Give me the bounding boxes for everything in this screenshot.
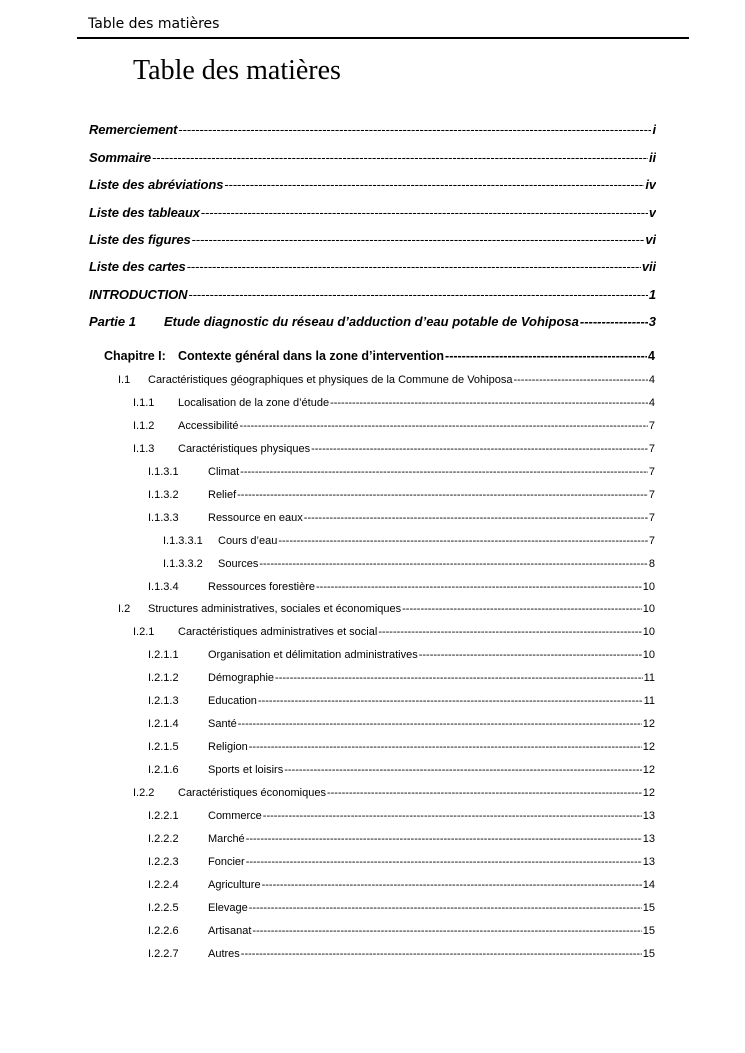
toc-dot-leader (249, 741, 642, 753)
toc-entry[interactable] (89, 177, 656, 192)
toc-entry[interactable] (89, 232, 656, 247)
toc-entry-number: I.2.1.6 (148, 764, 179, 776)
toc-entry-page-number: 10 (642, 649, 655, 661)
toc-entry-title: Relief (208, 489, 237, 501)
toc-dot-leader (249, 902, 642, 914)
toc-entry[interactable] (148, 672, 655, 684)
toc-dot-leader (187, 259, 641, 274)
toc-entry[interactable] (133, 787, 655, 799)
toc-dot-leader (378, 626, 641, 638)
toc-entry-number: I.2.2.3 (148, 856, 179, 868)
toc-entry[interactable] (133, 420, 655, 432)
toc-entry-number: Chapitre I: (104, 349, 166, 363)
toc-dot-leader (192, 232, 645, 247)
toc-entry-page-number: iv (645, 177, 656, 192)
toc-entry-title: Structures administratives, sociales et économiques (148, 603, 402, 615)
toc-dot-leader (240, 420, 648, 432)
toc-entry-page-number: 7 (648, 535, 655, 547)
toc-entry[interactable] (163, 558, 655, 570)
toc-entry-number: I.2.1.3 (148, 695, 179, 707)
toc-entry-page-number: 4 (648, 374, 655, 386)
toc-entry-page-number: 12 (642, 764, 655, 776)
toc-entry-title: Localisation de la zone d’étude (178, 397, 330, 409)
toc-entry-page-number: i (652, 122, 656, 137)
toc-entry-page-number: 8 (648, 558, 655, 570)
toc-entry-number: I.2.1.5 (148, 741, 179, 753)
toc-entry-page-number: 14 (642, 879, 655, 891)
toc-entry-number: I.1.3 (133, 443, 155, 455)
toc-dot-leader (246, 833, 642, 845)
toc-entry-title: Sports et loisirs (208, 764, 284, 776)
toc-dot-leader (241, 948, 642, 960)
toc-entry-page-number: 7 (648, 420, 655, 432)
toc-entry[interactable] (148, 764, 655, 776)
page-title: Table des matières (133, 55, 341, 86)
toc-entry-page-number: 13 (642, 810, 655, 822)
toc-entry[interactable] (148, 581, 655, 593)
toc-entry-page-number: 11 (643, 672, 655, 684)
toc-entry[interactable] (133, 397, 655, 409)
toc-entry-number: I.2.2.1 (148, 810, 179, 822)
toc-entry-page-number: 7 (648, 489, 655, 501)
toc-entry-title: Liste des figures (89, 232, 191, 247)
toc-entry-page-number: vii (641, 259, 656, 274)
toc-entry[interactable] (148, 695, 655, 707)
toc-entry-page-number: ii (648, 150, 656, 165)
toc-entry[interactable] (118, 374, 655, 386)
toc-entry-title: Education (208, 695, 257, 707)
toc-dot-leader (330, 397, 648, 409)
toc-entry[interactable] (148, 718, 655, 730)
toc-entry-title: Artisanat (208, 925, 252, 937)
toc-entry-number: I.1.3.2 (148, 489, 179, 501)
toc-dot-leader (402, 603, 642, 615)
toc-entry[interactable] (148, 879, 655, 891)
toc-entry[interactable] (133, 626, 655, 638)
toc-dot-leader (419, 649, 642, 661)
toc-entry-title: Accessibilité (178, 420, 239, 432)
toc-dot-leader (275, 672, 643, 684)
toc-dot-leader (327, 787, 642, 799)
toc-entry-number: I.1.1 (133, 397, 155, 409)
toc-entry[interactable] (104, 349, 655, 363)
toc-entry-number: I.2 (118, 603, 131, 615)
toc-dot-leader (237, 489, 648, 501)
toc-entry-page-number: 7 (648, 466, 655, 478)
toc-entry-number: I.2.2.4 (148, 879, 179, 891)
toc-dot-leader (188, 287, 647, 302)
toc-entry-number: I.2.2 (133, 787, 155, 799)
toc-entry-page-number: 10 (642, 603, 655, 615)
toc-dot-leader (178, 122, 651, 137)
toc-entry-page-number: 1 (648, 287, 656, 302)
toc-entry-title: Caractéristiques économiques (178, 787, 326, 799)
toc-entry-page-number: 7 (648, 443, 655, 455)
toc-entry[interactable] (89, 314, 656, 329)
toc-entry-title: Etude diagnostic du réseau d’adduction d’eau potable de Vohiposa (164, 314, 579, 329)
toc-entry-title: Sommaire (89, 150, 152, 165)
toc-entry-page-number: 13 (642, 856, 655, 868)
toc-entry-page-number: 12 (642, 718, 655, 730)
toc-entry-title: Climat (208, 466, 240, 478)
toc-entry-page-number: 12 (642, 741, 655, 753)
toc-entry-page-number: 15 (642, 948, 655, 960)
toc-entry-number: I.2.2.2 (148, 833, 179, 845)
toc-dot-leader (201, 205, 648, 220)
toc-entry[interactable] (148, 810, 655, 822)
toc-entry[interactable] (148, 856, 655, 868)
toc-dot-leader (240, 466, 648, 478)
toc-entry-title: Commerce (208, 810, 262, 822)
toc-dot-leader (252, 925, 641, 937)
toc-entry-number: I.2.1.1 (148, 649, 179, 661)
toc-entry-number: Partie 1 (89, 314, 136, 329)
toc-entry-page-number: 4 (648, 397, 655, 409)
toc-entry[interactable] (89, 150, 656, 165)
toc-entry-title: Autres (208, 948, 240, 960)
toc-entry-number: I.2.1.2 (148, 672, 179, 684)
toc-dot-leader (284, 764, 642, 776)
toc-entry-title: Caractéristiques géographiques et physiques de la Commune de Vohiposa (148, 374, 513, 386)
toc-entry-title: Liste des abréviations (89, 177, 224, 192)
toc-dot-leader (316, 581, 642, 593)
toc-entry-number: I.1.2 (133, 420, 155, 432)
toc-entry[interactable] (148, 833, 655, 845)
toc-entry[interactable] (148, 741, 655, 753)
toc-entry-title: Démographie (208, 672, 275, 684)
toc-dot-leader (311, 443, 648, 455)
toc-dot-leader (246, 856, 642, 868)
toc-dot-leader (580, 314, 648, 329)
toc-entry-page-number: 10 (642, 626, 655, 638)
toc-entry-page-number: 15 (642, 925, 655, 937)
toc-entry[interactable] (133, 443, 655, 455)
toc-entry[interactable] (148, 649, 655, 661)
toc-dot-leader (258, 695, 643, 707)
toc-entry-page-number: 3 (648, 314, 656, 329)
toc-entry[interactable] (89, 205, 656, 220)
toc-entry-page-number: vi (645, 232, 656, 247)
toc-entry-number: I.2.2.7 (148, 948, 179, 960)
toc-entry-page-number: 13 (642, 833, 655, 845)
toc-entry-title: Ressource en eaux (208, 512, 303, 524)
toc-entry-number: I.1.3.3.2 (163, 558, 203, 570)
toc-entry[interactable] (118, 603, 655, 615)
toc-entry-number: I.2.1 (133, 626, 155, 638)
toc-entry-title: Caractéristiques physiques (178, 443, 311, 455)
toc-entry-title: Religion (208, 741, 248, 753)
toc-dot-leader (238, 718, 642, 730)
toc-dot-leader (304, 512, 648, 524)
toc-entry-number: I.1 (118, 374, 131, 386)
toc-entry-page-number: 10 (642, 581, 655, 593)
toc-dot-leader (263, 810, 642, 822)
toc-entry[interactable] (89, 287, 656, 302)
running-header: Table des matières (88, 16, 220, 32)
toc-entry[interactable] (148, 466, 655, 478)
toc-entry[interactable] (163, 535, 655, 547)
toc-entry-title: Caractéristiques administratives et social (178, 626, 378, 638)
toc-entry[interactable] (148, 489, 655, 501)
toc-entry-number: I.1.3.4 (148, 581, 179, 593)
toc-entry-number: I.1.3.3 (148, 512, 179, 524)
toc-entry-title: Liste des tableaux (89, 205, 200, 220)
toc-entry[interactable] (148, 902, 655, 914)
toc-entry-page-number: 15 (642, 902, 655, 914)
toc-entry-number: I.2.2.5 (148, 902, 179, 914)
toc-entry-number: I.2.2.6 (148, 925, 179, 937)
toc-dot-leader (224, 177, 644, 192)
toc-entry-title: Foncier (208, 856, 245, 868)
toc-entry-number: I.2.1.4 (148, 718, 179, 730)
toc-entry[interactable] (89, 259, 656, 274)
header-rule (77, 37, 689, 39)
toc-entry-title: Marché (208, 833, 245, 845)
toc-entry-title: Elevage (208, 902, 248, 914)
toc-entry-page-number: 4 (648, 349, 655, 363)
toc-entry-page-number: 11 (643, 695, 655, 707)
toc-entry-page-number: v (648, 205, 656, 220)
toc-entry-page-number: 7 (648, 512, 655, 524)
toc-entry-title: Cours d’eau (218, 535, 278, 547)
toc-entry-title: Liste des cartes (89, 259, 186, 274)
toc-entry-title: Contexte général dans la zone d’intervention (178, 349, 445, 363)
toc-entry-title: Remerciement (89, 122, 178, 137)
toc-entry-number: I.1.3.3.1 (163, 535, 203, 547)
toc-entry-title: INTRODUCTION (89, 287, 188, 302)
toc-dot-leader (152, 150, 648, 165)
toc-entry-page-number: 12 (642, 787, 655, 799)
toc-dot-leader (445, 349, 647, 363)
toc-entry-number: I.1.3.1 (148, 466, 179, 478)
toc-entry-title: Ressources forestière (208, 581, 315, 593)
toc-entry-title: Organisation et délimitation administratives (208, 649, 418, 661)
toc-entry-title: Santé (208, 718, 237, 730)
toc-entry[interactable] (148, 948, 655, 960)
toc-entry-title: Sources (218, 558, 259, 570)
toc-entry[interactable] (89, 122, 656, 137)
toc-dot-leader (278, 535, 648, 547)
toc-dot-leader (513, 374, 647, 386)
toc-entry[interactable] (148, 512, 655, 524)
toc-dot-leader (259, 558, 648, 570)
toc-entry-title: Agriculture (208, 879, 261, 891)
toc-entry[interactable] (148, 925, 655, 937)
toc-dot-leader (262, 879, 642, 891)
